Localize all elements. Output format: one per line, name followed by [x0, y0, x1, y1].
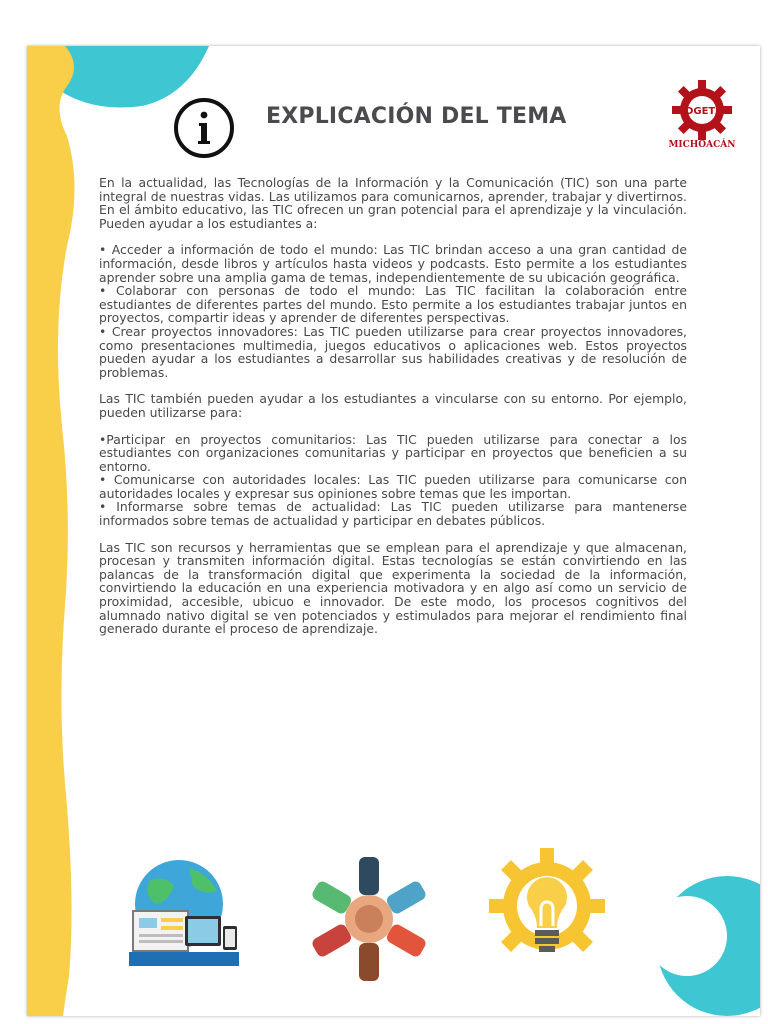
globe-devices-icon: [119, 856, 244, 974]
dgeti-logo-icon: [667, 78, 737, 142]
lightbulb-gear-icon: [482, 846, 612, 981]
main-content: [99, 176, 687, 636]
document-page: [27, 46, 760, 1016]
list-item: •Participar en proyectos comunitarios: Las TIC pueden utilizarse para conectar a los estudiantes con organizaciones comunitarias y participar en proyectos que beneficien a su entorno.: [99, 431, 687, 474]
bullet-list-1: [99, 243, 687, 379]
list-item: • Acceder a información de todo el mundo: Las TIC brindan acceso a una gran cantidad de información, desde libros y artículos hasta videos y podcasts. Esto permite a los estudiantes aprender sobre una amplia gama de temas, independientemente de su ubicación geográfica.: [99, 242, 687, 285]
info-icon: [172, 96, 236, 160]
bullet-list-2: [99, 433, 687, 528]
intro-paragraph: En la actualidad, las Tecnologías de la Información y la Comunicación (TIC) son una parte integral de nuestras vidas. Las utilizamos para comunicarnos, aprender, trabajar y divertirnos. En el ámbito educativo, las TIC ofrecen un gran potencial para el aprendizaje y la vinculación. Pueden ayudar a los estudiantes a:: [99, 175, 687, 231]
list-item: • Crear proyectos innovadores: Las TIC pueden utilizarse para crear proyectos innovadores, como presentaciones multimedia, juegos educativos o aplicaciones web. Estos proyectos pueden ayudar a los estudiantes a desarrollar sus habilidades creativas y de resolución de problemas.: [99, 323, 687, 380]
teamwork-hands-icon: [304, 854, 434, 984]
logo-label: MICHOACÁN: [668, 140, 736, 150]
paragraph-2: Las TIC también pueden ayudar a los estudiantes a vincularse con su entorno. Por ejemplo, pueden utilizarse para:: [99, 391, 687, 420]
list-item: • Comunicarse con autoridades locales: Las TIC pueden utilizarse para comunicarse con autoridades locales y expresar sus opiniones sobre temas que les importan.: [99, 472, 687, 501]
yellow-wave-left: [27, 46, 75, 1016]
page-title: EXPLICACIÓN DEL TEMA: [266, 104, 567, 129]
svg-text:DGETI: DGETI: [685, 106, 719, 117]
list-item: • Informarse sobre temas de actualidad: Las TIC pueden utilizarse para mantenerse informados sobre temas de actualidad y participar en debates públicos.: [99, 499, 687, 529]
teal-circle-cutout: [647, 896, 727, 976]
paragraph-3: Las TIC son recursos y herramientas que se emplean para el aprendizaje y que almacenan, procesan y transmiten información digital. Estas tecnologías se están convirtiendo en las palancas de la transformación digital que experimenta la sociedad de la información, convirtiendo la educación en una experiencia motivadora y en algo así como un servicio de proximidad, accesible, ubicuo e innovador. De este modo, los procesos cognitivos del alumnado nativo digital se ven potenciados y estimulados para mejorar el rendimiento final generado durante el proceso de aprendizaje.: [99, 539, 687, 637]
list-item: • Colaborar con personas de todo el mundo: Las TIC facilitan la colaboración entre estudiantes de diferentes partes del mundo. Esto permite a los estudiantes trabajar juntos en proyectos, compartir ideas y aprender de diferentes perspectivas.: [99, 283, 687, 326]
